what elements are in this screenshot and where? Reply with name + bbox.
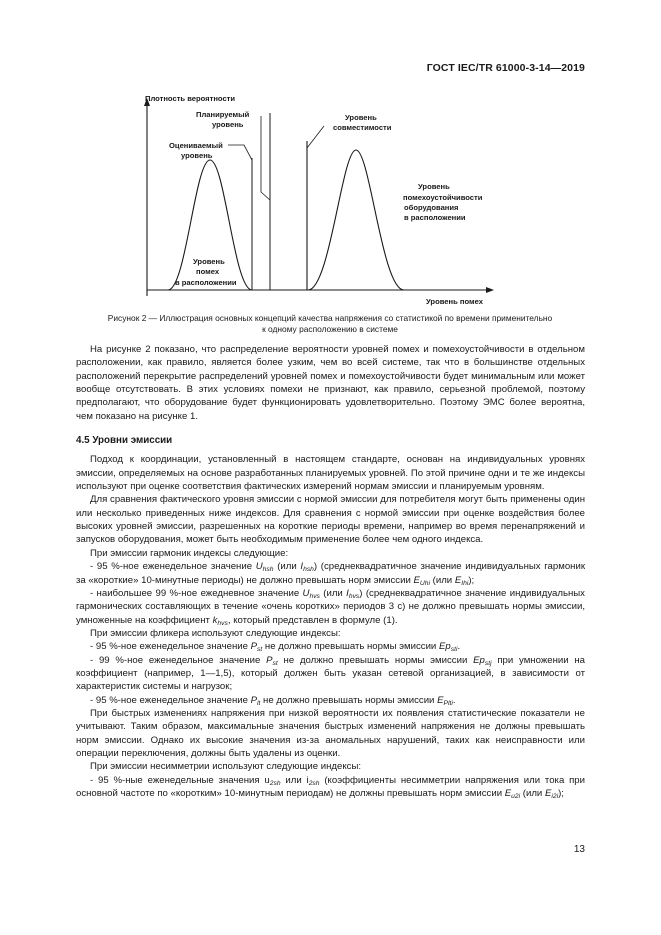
compatibility-level-leader — [307, 126, 324, 148]
assessed-level-label-line1: Оцениваемый — [169, 141, 223, 150]
list-item-harmonic-95: - 95 %-ное еженедельное значение $U_{hsh}$ (или $I_{hsh}$) (среднеквадратичное значение индивидуальных гармоник за «короткие» 10-минутные периоды) не должно превышать норм эмиссии $E_{Uhi}$ (или $E_{Ihi}$); — [76, 561, 586, 587]
figure-caption-line1: Рисунок 2 — Иллюстрация основных концепций качества напряжения со статистикой по времени применительно — [107, 313, 553, 323]
figure-caption — [50, 313, 610, 335]
section-title-4-5: 4.5 Уровни эмиссии — [76, 435, 173, 447]
compatibility-level-label-line2: совместимости — [333, 123, 392, 132]
immunity-level-label-line4: в расположении — [404, 213, 466, 222]
paragraph-coordination-approach: Подход к координации, установленный в настоящем стандарте, основан на индивидуальных уровнях эмиссии, определяемых на основе разработанных планируемых уровней. По этой причине одни и те же индексы используют при оценке соответствия фактических измерений нормам эмиссии и планируемым уровням. — [76, 454, 585, 493]
planned-level-label-line1: Планируемый — [196, 110, 250, 119]
planned-level-leader — [261, 116, 270, 200]
x-axis-label: Уровень помех — [426, 297, 483, 306]
list-item-unbalance-95: - 95 %-ные еженедельные значения $u_{2sh}$ или $i_{2sh}$ (коэффициенты несимметрии напряжения или тока при основной частоте по «коротким» 10-минутным периодам) не должны превышать норм эмиссии $E_{u2i}$ (или $E_{i2i}$); — [76, 774, 586, 800]
site-level-label-line2: помех — [196, 267, 220, 276]
assessed-level-label-line2: уровень — [181, 151, 213, 160]
immunity-level-label-line1: Уровень — [418, 182, 450, 191]
list-item-flicker-pst-95: - 95 %-ное еженедельное значение $P_{st}$ не должно превышать нормы эмиссии $Ep_{sti}$. — [90, 641, 461, 654]
paragraph-flicker-intro: При эмиссии фликера используют следующие индексы: — [90, 627, 341, 639]
figure-2 — [0, 0, 661, 320]
body-text — [76, 343, 585, 800]
figure-caption-line2: к одному расположению в системе — [262, 324, 398, 334]
list-item-harmonic-99: - наибольшее 99 %-ное ежедневное значение $U_{hvs}$ (или $I_{hvs}$) (среднеквадратичное значение индивидуальных гармонических составляющих в течение «очень коротких» периодов 3 с) не должно превышать нормы эмиссии, умноженные на коэффициент $k_{hvs}$, который представлен в формуле (1). — [76, 587, 585, 627]
immunity-distribution-curve — [308, 150, 404, 290]
list-item-flicker-plt-95: - 95 %-ное еженедельное значение $P_{lt}$ не должно превышать нормы эмиссии $E_{Plti}$. — [90, 694, 456, 707]
immunity-level-label-line2: помехоустойчивости — [403, 193, 483, 202]
list-item-flicker-pst-99: - 99 %-ное еженедельное значение $P_{st}$ не должно превышать нормы эмиссии $Ep_{stj}$ при умножении на коэффициент (например, 1—1,5), который должен быть указан сетевой организацией, в зависимости от характеристик системы и нагрузок; — [76, 654, 585, 693]
compatibility-level-label-line1: Уровень — [345, 113, 377, 122]
assessed-level-leader — [228, 145, 252, 160]
site-level-label-line1: Уровень — [193, 257, 225, 266]
page-number: 13 — [573, 844, 585, 855]
x-axis-arrow — [486, 287, 494, 293]
paragraph-harmonic-intro: При эмиссии гармоник индексы следующие: — [90, 547, 289, 559]
paragraph-emission-indices: Для сравнения фактического уровня эмиссии с нормой эмиссии для потребителя могут быть применены один или несколько приведенных ниже индексов. Для сравнения с нормой эмиссии при оценке воздействия более высоких уровней эмиссии, разрешенных на короткие периоды времени, например во время перенапряжений и запусков оборудования, может быть необходимым применение более чем одного индекса. — [76, 494, 585, 546]
site-level-label-line3: в расположении — [175, 278, 237, 287]
paragraph-unbalance-intro: При эмиссии несимметрии используют следующие индексы: — [90, 761, 362, 773]
paragraph-fig2-explanation: На рисунке 2 показано, что распределение вероятности уровней помех и помехоустойчивости в отдельном расположении, как правило, является более узким, чем во всей системе, так что в большинстве отдельных расположений перекрытие распределений уровней помех и помехоустойчивости будет минимальным или может вообще отсутствовать. В этих условиях помехи не признают, как правило, серьезной проблемой, поэтому предполагают, что оборудование будет функционировать удовлетворительно. Поэтому ЭМС более вероятна, чем показано на рисунке 1. — [76, 344, 585, 422]
y-axis-label: Плотность вероятности — [145, 94, 236, 103]
immunity-level-label-line3: оборудования — [404, 203, 459, 212]
document-header: ГОСТ IEC/TR 61000-3-14—2019 — [426, 62, 585, 74]
paragraph-rapid-voltage-changes: При быстрых изменениях напряжения при низкой вероятности их появления статистические показатели не учитывают. Таким образом, максимальные значения быстрых изменений напряжения не должны превышать норм эмиссии. Однако их высокие значения из-за аномальных нарушений, таких как неисправности или операции переключения, должны быть удалены из оценки. — [76, 707, 585, 759]
planned-level-label-line2: уровень — [212, 120, 244, 129]
